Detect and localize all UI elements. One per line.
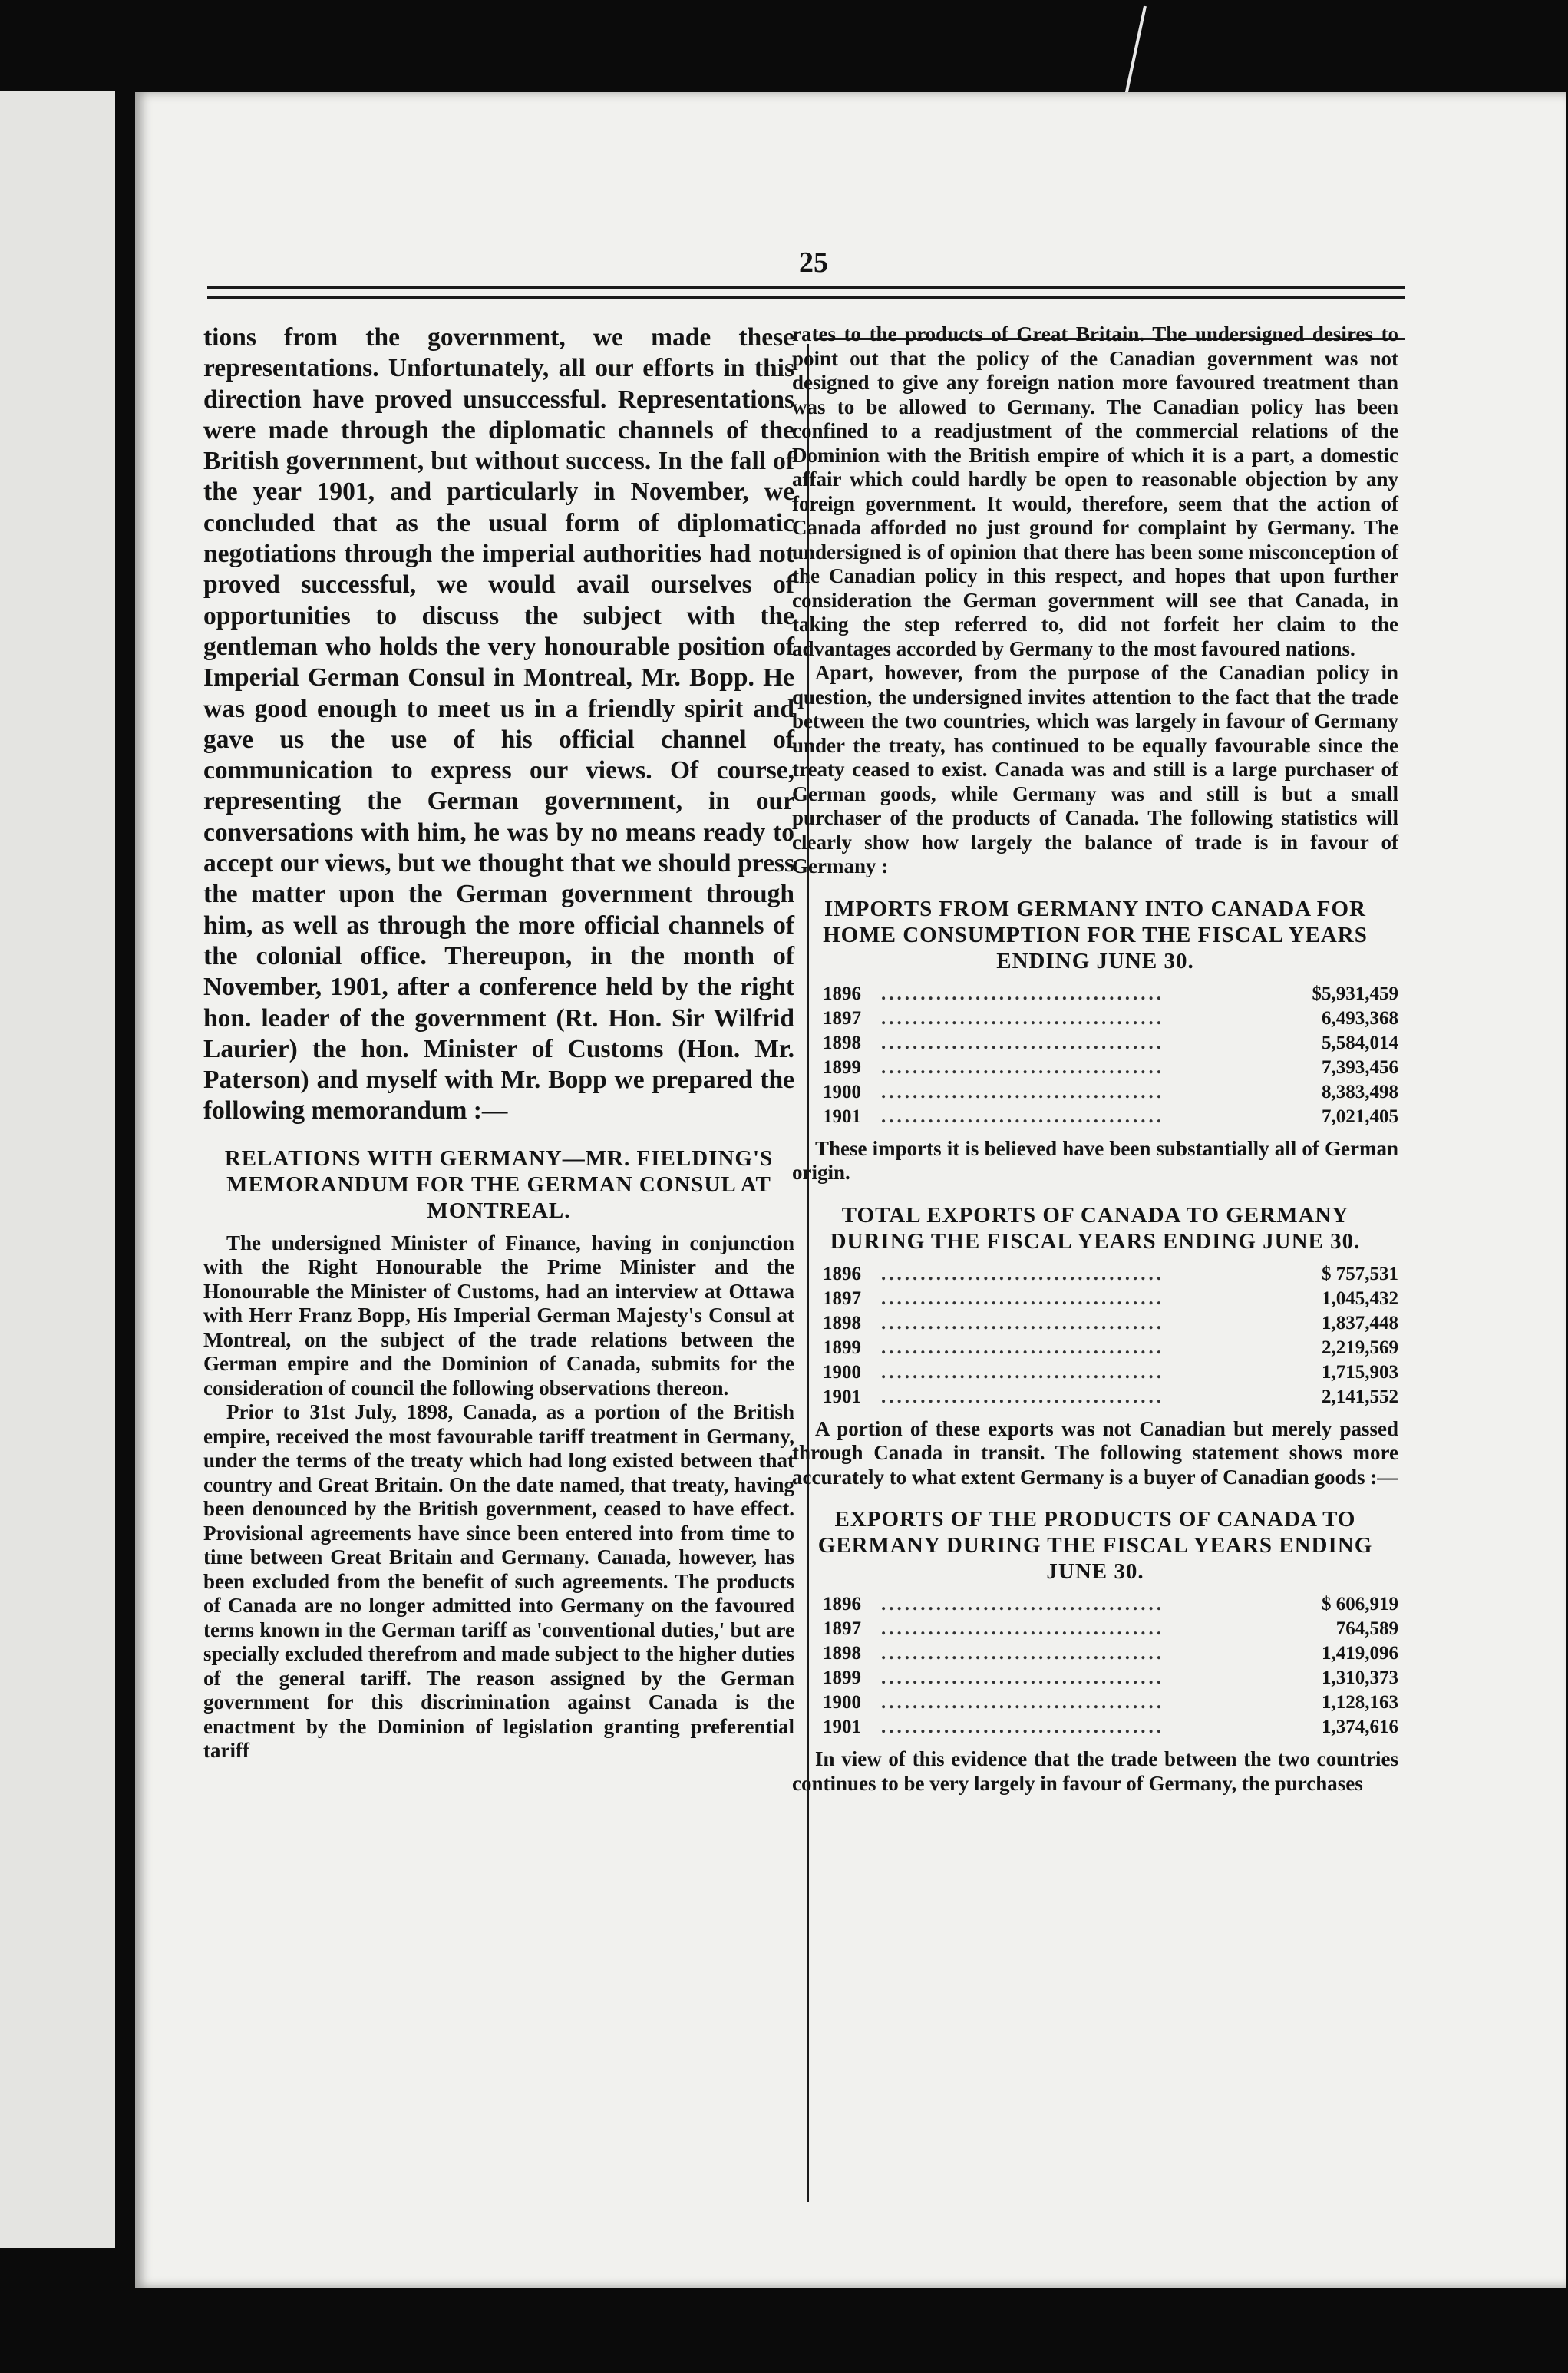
table-value: $5,931,459 bbox=[1312, 983, 1398, 1004]
table-note: These imports it is believed have been substantially all of German origin. bbox=[792, 1136, 1398, 1184]
table-row bbox=[792, 1031, 1398, 1056]
table-row bbox=[792, 1666, 1398, 1691]
leader-dots: .................................... bbox=[881, 1056, 1164, 1078]
imports-table-heading: IMPORTS FROM GERMANY INTO CANADA FOR HOME CONSUMPTION FOR THE FISCAL YEARS ENDING JUNE 30. bbox=[823, 896, 1368, 973]
table-year: 1896 bbox=[823, 983, 861, 1004]
leader-dots: .................................... bbox=[881, 1263, 1164, 1284]
table-value: 1,374,616 bbox=[1322, 1717, 1398, 1737]
previous-page-edge bbox=[0, 91, 115, 2248]
total-exports-table-heading: TOTAL EXPORTS OF CANADA TO GERMANY DURING THE FISCAL YEARS ENDING JUNE 30. bbox=[830, 1202, 1361, 1254]
table-year: 1899 bbox=[823, 1667, 861, 1688]
right-paragraph: rates to the products of Great Britain. The undersigned desires to point out that the policy of the Canadian government was not designed to give any foreign nation more favoured treatment than was to be allowed to Germany. The Canadian policy has been confined to a readjustment of the commercial relations of the Dominion with the British empire of which it is a part, a domestic affair which could hardly be open to reasonable objection by any foreign government. It would, therefore, seem that the action of Canada afforded no just ground for complaint by Germany. The undersigned is of opinion that there has been some misconception of the Canadian policy in this respect, and hopes that upon further consideration the German government will see that Canada, in taking the step referred to, did not forfeit her claim to the advantages accorded by Germany to the most favoured nations. bbox=[792, 322, 1398, 660]
table-year: 1897 bbox=[823, 1618, 861, 1639]
table-value: 1,715,903 bbox=[1322, 1361, 1398, 1383]
table-year: 1898 bbox=[823, 1312, 861, 1334]
table-year: 1897 bbox=[823, 1287, 861, 1309]
table-row bbox=[792, 1617, 1398, 1641]
table-value: 2,141,552 bbox=[1322, 1386, 1398, 1407]
table-year: 1901 bbox=[823, 1386, 861, 1407]
right-paragraph: Apart, however, from the purpose of the Canadian policy in question, the undersigned invites attention to the fact that the trade between the two countries, which was largely in favour of Germany under the treaty, has continued to be equally favourable since the treaty ceased to exist. Canada was and still is a large purchaser of German goods, while Germany was and still is but a small purchaser of the products of Canada. The following statistics will clearly show how largely the balance of trade is in favour of Germany : bbox=[792, 661, 1398, 877]
table-value: 2,219,569 bbox=[1322, 1337, 1398, 1358]
leader-dots: .................................... bbox=[881, 1361, 1164, 1383]
leader-dots: .................................... bbox=[881, 1594, 1164, 1614]
table-row bbox=[792, 1715, 1398, 1740]
table-row bbox=[792, 1592, 1398, 1617]
leader-dots: .................................... bbox=[881, 1643, 1164, 1664]
imports-table bbox=[792, 982, 1398, 1129]
page-number: 25 bbox=[799, 246, 828, 279]
leader-dots: .................................... bbox=[881, 1618, 1164, 1639]
table-year: 1900 bbox=[823, 1081, 861, 1102]
memorandum-paragraph: The undersigned Minister of Finance, having in conjunction with the Right Honourable the Prime Minister and the Honourable the Minister of Customs, had an interview at Ottawa with Herr Franz Bopp, His Imperial German Majesty's Consul at Montreal, on the subject of the trade relations between the German empire and the Dominion of Canada, submits for the consideration of council the following observations thereon. bbox=[203, 1231, 794, 1400]
table-value: 1,128,163 bbox=[1322, 1692, 1398, 1713]
table-year: 1901 bbox=[823, 1717, 861, 1737]
table-value: $ 606,919 bbox=[1322, 1594, 1398, 1614]
leader-dots: .................................... bbox=[881, 1312, 1164, 1334]
table-value: 1,837,448 bbox=[1322, 1312, 1398, 1334]
table-row bbox=[792, 1385, 1398, 1410]
leader-dots: .................................... bbox=[881, 1081, 1164, 1102]
leader-dots: .................................... bbox=[881, 1667, 1164, 1688]
header-double-rule bbox=[207, 286, 1405, 299]
leader-dots: .................................... bbox=[881, 1032, 1164, 1053]
leader-dots: .................................... bbox=[881, 1692, 1164, 1713]
leader-dots: .................................... bbox=[881, 1007, 1164, 1029]
memorandum-heading: RELATIONS WITH GERMANY—MR. FIELDING'S MEMORANDUM FOR THE GERMAN CONSUL AT MONTREAL. bbox=[224, 1145, 774, 1223]
leader-dots: .................................... bbox=[881, 1287, 1164, 1309]
leader-dots: .................................... bbox=[881, 1386, 1164, 1407]
right-paragraph: In view of this evidence that the trade between the two countries continues to be very largely in favour of Germany, the purchases bbox=[792, 1747, 1398, 1795]
table-year: 1898 bbox=[823, 1643, 861, 1664]
table-value: 6,493,368 bbox=[1322, 1007, 1398, 1029]
table-value: 1,310,373 bbox=[1322, 1667, 1398, 1688]
table-value: 1,419,096 bbox=[1322, 1643, 1398, 1664]
table-row bbox=[792, 1006, 1398, 1031]
table-row bbox=[792, 1691, 1398, 1715]
table-row bbox=[792, 1641, 1398, 1666]
product-exports-table bbox=[792, 1592, 1398, 1740]
table-year: 1900 bbox=[823, 1361, 861, 1383]
table-year: 1896 bbox=[823, 1594, 861, 1614]
table-row bbox=[792, 1311, 1398, 1336]
table-year: 1899 bbox=[823, 1337, 861, 1358]
table-value: 5,584,014 bbox=[1322, 1032, 1398, 1053]
table-value: 1,045,432 bbox=[1322, 1287, 1398, 1309]
leader-dots: .................................... bbox=[881, 983, 1164, 1004]
total-exports-table bbox=[792, 1262, 1398, 1410]
table-row bbox=[792, 1287, 1398, 1311]
leader-dots: .................................... bbox=[881, 1106, 1164, 1127]
left-column bbox=[203, 322, 794, 1763]
leader-dots: .................................... bbox=[881, 1717, 1164, 1737]
table-value: 7,021,405 bbox=[1322, 1106, 1398, 1127]
table-value: 764,589 bbox=[1335, 1618, 1398, 1639]
table-row bbox=[792, 1336, 1398, 1360]
table-row bbox=[792, 1262, 1398, 1287]
leader-dots: .................................... bbox=[881, 1337, 1164, 1358]
right-column bbox=[792, 322, 1398, 1796]
table-value: 8,383,498 bbox=[1322, 1081, 1398, 1102]
table-value: $ 757,531 bbox=[1322, 1263, 1398, 1284]
memorandum-paragraph: Prior to 31st July, 1898, Canada, as a portion of the British empire, received the most favourable tariff treatment in Germany, under the terms of the treaty which had long existed between that country and Great Britain. On the date named, that treaty, having been denounced by the British government, ceased to have effect. Provisional agreements have since been entered into from time to time between Great Britain and Germany. Canada, however, has been excluded from the benefit of such agreements. The products of Canada are no longer admitted into Germany on the favoured terms known in the German tariff as 'conventional duties,' but are specially excluded therefrom and made subject to the higher duties of the general tariff. The reason assigned by the German government for this discrimination against Canada is the enactment by the Dominion of legislation granting preferential tariff bbox=[203, 1400, 794, 1763]
table-row bbox=[792, 982, 1398, 1006]
table-year: 1898 bbox=[823, 1032, 861, 1053]
table-value: 7,393,456 bbox=[1322, 1056, 1398, 1078]
table-year: 1896 bbox=[823, 1263, 861, 1284]
table-year: 1900 bbox=[823, 1692, 861, 1713]
table-row bbox=[792, 1080, 1398, 1105]
table-row bbox=[792, 1056, 1398, 1080]
table-year: 1897 bbox=[823, 1007, 861, 1029]
table-year: 1901 bbox=[823, 1106, 861, 1127]
product-exports-table-heading: EXPORTS OF THE PRODUCTS OF CANADA TO GERMANY DURING THE FISCAL YEARS ENDING JUNE 30. bbox=[817, 1507, 1373, 1584]
table-row bbox=[792, 1360, 1398, 1385]
table-note: A portion of these exports was not Canadian but merely passed through Canada in transit. The following statement shows more accurately to what extent Germany is a buyer of Canadian goods :— bbox=[792, 1416, 1398, 1489]
table-row bbox=[792, 1105, 1398, 1129]
left-paragraph: tions from the government, we made these representations. Unfortunately, all our efforts in this direction have proved unsuccessful. Representations were made through the diplomatic channels of the British government, but without success. In the fall of the year 1901, and particularly in November, we concluded that as the usual form of diplomatic negotiations through the imperial authorities had not proved successful, we would avail ourselves of opportunities to discuss the subject with the gentleman who holds the very honourable position of Imperial German Consul in Montreal, Mr. Bopp. He was good enough to meet us in a friendly spirit and gave us the use of his official channel of communication to express our views. Of course, representing the German government, in our conversations with him, he was by no means ready to accept our views, but we thought that we should press the matter upon the German government through him, as well as through the more official channels of the colonial office. Thereupon, in the month of November, 1901, after a conference held by the right hon. leader of the government (Rt. Hon. Sir Wilfrid Laurier) the hon. Minister of Customs (Hon. Mr. Paterson) and myself with Mr. Bopp we prepared the following memorandum :— bbox=[203, 323, 794, 1125]
table-year: 1899 bbox=[823, 1056, 861, 1078]
